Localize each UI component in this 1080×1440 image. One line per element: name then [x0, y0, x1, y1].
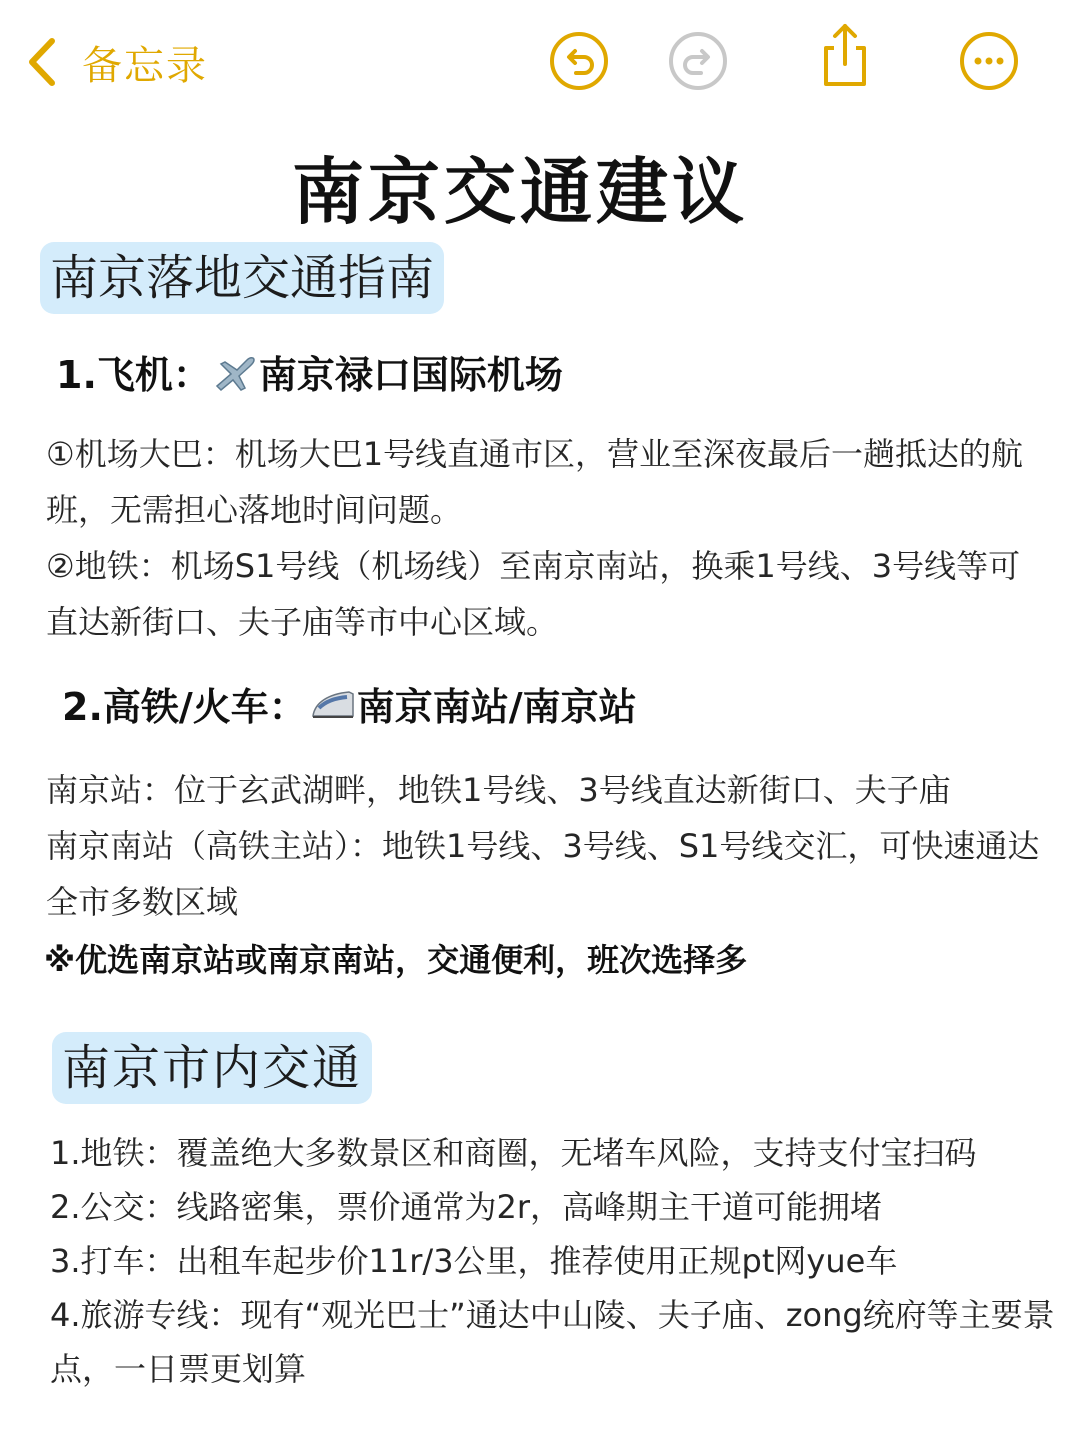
section-heading-city: 南京市内交通: [52, 1032, 372, 1104]
list-item: 3.打车：出租车起步价11r/3公里，推荐使用正规pt网yue车: [50, 1242, 898, 1280]
list-item: 4.旅游专线：现有“观光巴士”通达中山陵、夫子庙、zong统府等主要景点，一日票更划算: [50, 1296, 1055, 1388]
subheading-place: 南京南站/南京站: [356, 685, 637, 729]
more-button[interactable]: [958, 30, 1020, 92]
list-item: 2.公交：线路密集，票价通常为2r，高峰期主干道可能拥堵: [50, 1188, 883, 1226]
share-icon: [814, 20, 876, 90]
back-button[interactable]: [22, 32, 208, 92]
tip-text: ※优选南京站或南京南站，交通便利，班次选择多: [44, 941, 748, 979]
subheading-train: [62, 676, 637, 731]
city-transport-list: [50, 1126, 1070, 1396]
paragraph-nanjing-south-station: 南京南站（高铁主站）：地铁1号线、3号线、S1号线交汇，可快速通达全市多数区域: [46, 827, 1040, 921]
paragraph-nanjing-station: 南京站：位于玄武湖畔，地铁1号线、3号线直达新街口、夫子庙: [46, 771, 951, 809]
redo-icon: [667, 30, 729, 92]
section-heading-arrival: 南京落地交通指南: [40, 242, 444, 314]
undo-icon: [548, 30, 610, 92]
bullet-train-icon: [309, 686, 355, 722]
note-title: 南京交通建议: [291, 150, 748, 234]
share-button[interactable]: [814, 24, 876, 86]
subheading-label: 2.高铁/火车：: [62, 685, 307, 729]
paragraph-airport-bus: ①机场大巴：机场大巴1号线直通市区，营业至深夜最后一趟抵达的航班，无需担心落地时间问题。: [46, 435, 1024, 529]
paragraph-airport-metro: ②地铁：机场S1号线（机场线）至南京南站，换乘1号线、3号线等可直达新街口、夫子庙等市中心区域。: [46, 547, 1021, 641]
undo-button[interactable]: [548, 30, 610, 92]
chevron-left-icon: [22, 35, 62, 89]
back-label: 备忘录: [82, 42, 208, 89]
airplane-icon: [213, 352, 257, 392]
subheading-label: 1.飞机：: [56, 353, 211, 397]
subheading-place: 南京禄口国际机场: [258, 353, 563, 397]
subheading-airplane: [56, 344, 563, 399]
list-item: 1.地铁：覆盖绝大多数景区和商圈，无堵车风险，支持支付宝扫码: [50, 1134, 977, 1172]
top-navigation-bar: [0, 22, 1080, 102]
redo-button[interactable]: [667, 30, 729, 92]
more-icon: [958, 30, 1020, 92]
